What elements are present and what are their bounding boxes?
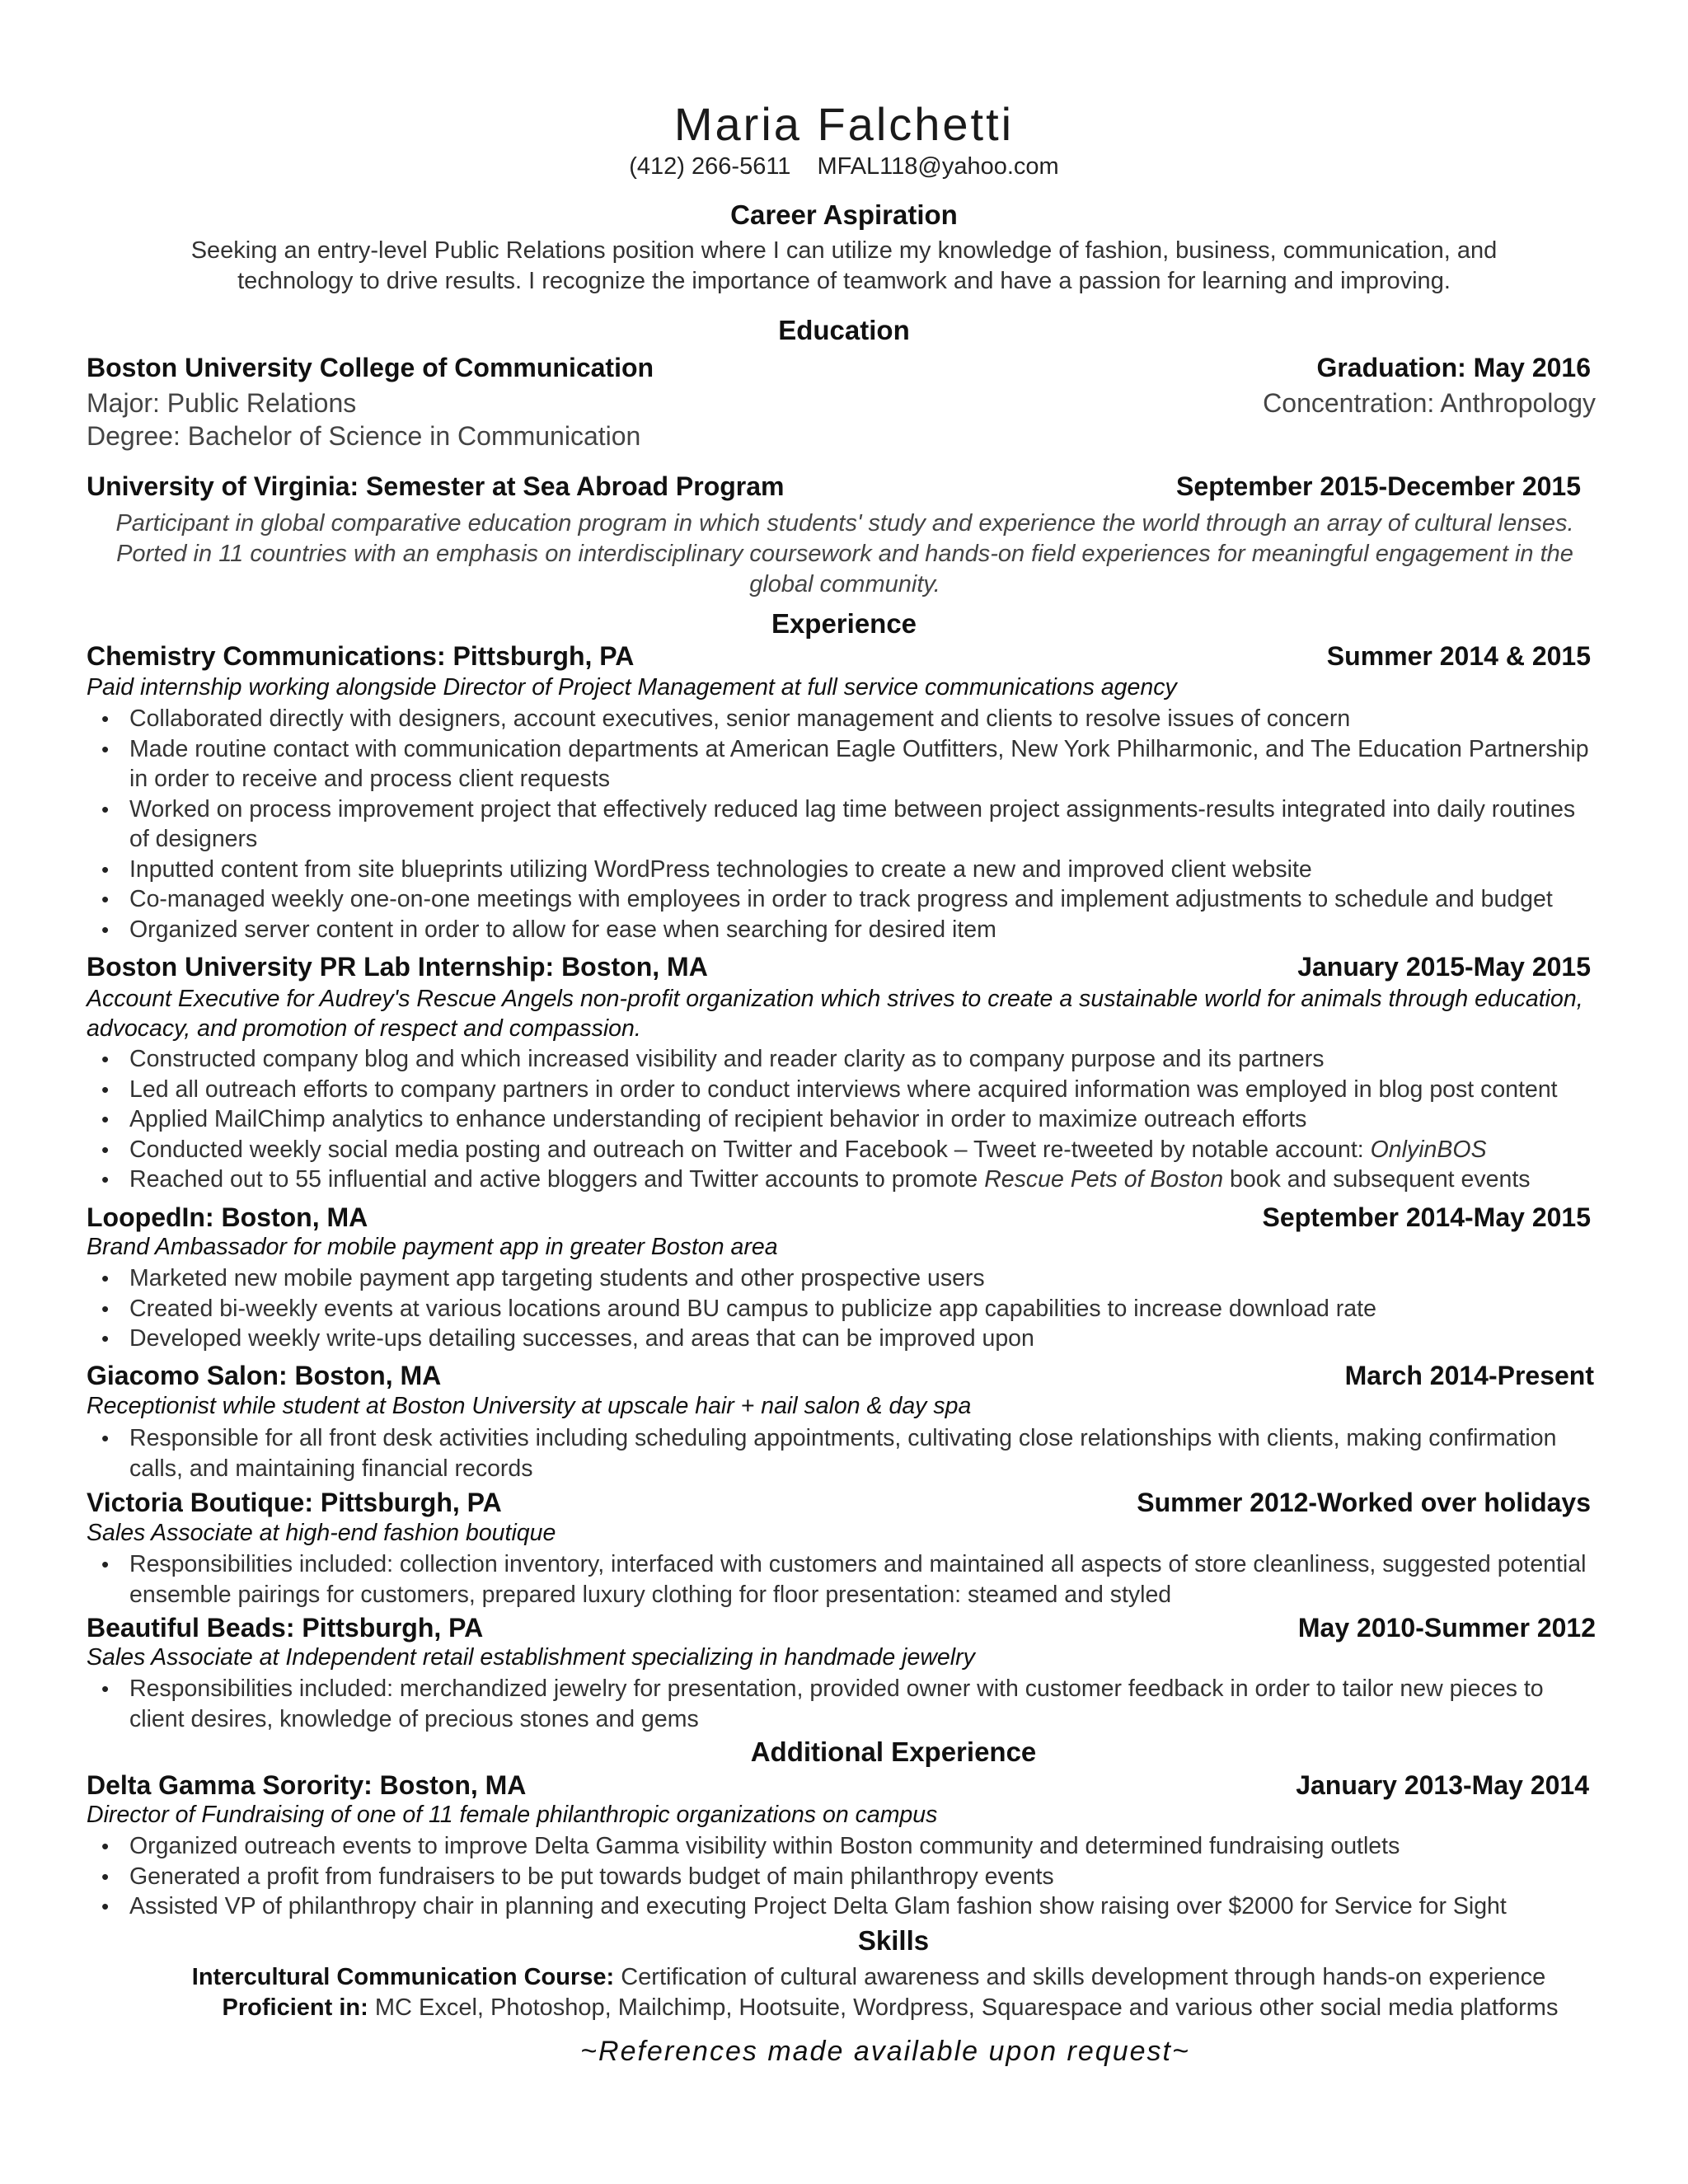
list-item: • Marketed new mobile payment app targeting students and other prospective users: [87, 1263, 1595, 1294]
bu-major: Major: Public Relations: [87, 388, 357, 418]
job-org: LoopedIn: Boston, MA: [87, 1202, 368, 1232]
job-role: Paid internship working alongside Director of Project Management at full service communications agency: [87, 674, 1177, 701]
phone-number: (412) 266-5611: [629, 153, 791, 180]
uva-dates: September 2015-December 2015: [1176, 471, 1581, 501]
contact-line: [0, 153, 1688, 180]
list-item: • Constructed company blog and which increased visibility and reader clarity as to company purpose and its partners: [87, 1044, 1595, 1075]
bullet-text: book and subsequent events: [1223, 1166, 1531, 1193]
additional-role: Director of Fundraising of one of 11 female philanthropic organizations on campus: [87, 1802, 938, 1828]
experience-heading: Experience: [771, 608, 917, 639]
additional-heading: Additional Experience: [750, 1736, 1037, 1767]
skills-course-text: Certification of cultural awareness and skills development through hands-on experience: [614, 1964, 1546, 1990]
education-heading: Education: [778, 315, 910, 345]
list-item: • Responsible for all front desk activities including scheduling appointments, cultivating close relationships with clients, making confirmation calls, and maintaining financial records: [87, 1423, 1595, 1483]
references-note: ~References made available upon request~: [580, 2036, 1190, 2067]
list-item: • Responsibilities included: collection inventory, interfaced with customers and maintained all aspects of store cleanliness, suggested potential ensemble pairings for customers, prepared luxury clothing for floor presentation: steamed and styled: [87, 1549, 1595, 1610]
list-item: • Worked on process improvement project that effectively reduced lag time between project assignments-results integrated into daily routines of designers: [87, 794, 1595, 855]
additional-bullets: [87, 1831, 1595, 1922]
bu-degree: Degree: Bachelor of Science in Communication: [87, 421, 641, 451]
list-item: • Co-managed weekly one-on-one meetings with employees in order to track progress and implement adjustments to schedule and budget: [87, 884, 1595, 915]
list-item: • Developed weekly write-ups detailing successes, and areas that can be improved upon: [87, 1324, 1595, 1354]
job-org: Victoria Boutique: Pittsburgh, PA: [87, 1488, 502, 1517]
job-role: Sales Associate at high-end fashion boutique: [87, 1520, 556, 1546]
list-item: [87, 1135, 1595, 1165]
skills-course-label: Intercultural Communication Course:: [191, 1964, 615, 1990]
job-dates: May 2010-Summer 2012: [1297, 1613, 1596, 1643]
job-role: Account Executive for Audrey's Rescue Angels non-profit organization which strives to create a sustainable world for animals through education, advocacy, and promotion of respect and compassion.: [87, 986, 1583, 1042]
bullet-text: Reached out to 55 influential and active bloggers and Twitter accounts to promote: [129, 1166, 985, 1193]
job-bullets: [87, 1674, 1595, 1734]
resume-name: Maria Falchetti: [673, 98, 1015, 150]
list-item: [87, 1165, 1595, 1195]
job-bullets: [87, 1423, 1595, 1483]
job-role: Sales Associate at Independent retail establishment specializing in handmade jewelry: [87, 1644, 975, 1671]
bullet-italic-text: Rescue Pets of Boston: [984, 1166, 1224, 1193]
list-item: • Created bi-weekly events at various locations around BU campus to publicize app capabilities to increase download rate: [87, 1294, 1595, 1324]
list-item: • Inputted content from site blueprints utilizing WordPress technologies to create a new and improved client website: [87, 855, 1595, 885]
uva-description: Participant in global comparative education program in which students' study and experience the world through an array of cultural lenses. Ported in 11 countries with an emphasis on interdisciplinary coursework and hands-on field experiences for meaningful engagement in the global community.: [115, 510, 1574, 598]
skills-proficient: [46, 1994, 1688, 2022]
job-org: Chemistry Communications: Pittsburgh, PA: [87, 641, 635, 671]
list-item: • Made routine contact with communication departments at American Eagle Outfitters, New York Philharmonic, and The Education Partnership in order to receive and process client requests: [87, 734, 1595, 794]
skills-course: [25, 1964, 1688, 1991]
job-role: Receptionist while student at Boston University at upscale hair + nail salon & day spa: [87, 1393, 972, 1419]
list-item: • Assisted VP of philanthropy chair in planning and executing Project Delta Glam fashion show raising over $2000 for Service for Sight: [87, 1891, 1595, 1922]
additional-dates: January 2013-May 2014: [1296, 1770, 1589, 1800]
bu-school: Boston University College of Communication: [87, 353, 654, 382]
job-bullets: [87, 1263, 1595, 1354]
bu-graduation: Graduation: May 2016: [1316, 353, 1591, 382]
job-bullets: [87, 1549, 1595, 1610]
job-role: Brand Ambassador for mobile payment app in greater Boston area: [87, 1234, 778, 1260]
skills-proficient-text: MC Excel, Photoshop, Mailchimp, Hootsuite, Wordpress, Squarespace and various other social media platforms: [368, 1994, 1559, 2021]
job-bullets: [87, 1044, 1595, 1195]
career-text: Seeking an entry-level Public Relations position where I can utilize my knowledge of fashion, business, communication, and technology to drive results. I recognize the importance of teamwork and have a passion for learning and improving.: [190, 237, 1498, 294]
list-item: • Applied MailChimp analytics to enhance understanding of recipient behavior in order to maximize outreach efforts: [87, 1104, 1595, 1135]
career-heading: Career Aspiration: [730, 199, 958, 230]
job-dates: January 2015-May 2015: [1297, 952, 1591, 982]
email-address: MFAL118@yahoo.com: [817, 153, 1059, 180]
job-dates: March 2014-Present: [1344, 1361, 1594, 1390]
list-item: • Led all outreach efforts to company partners in order to conduct interviews where acquired information was employed in blog post content: [87, 1075, 1595, 1105]
additional-org: Delta Gamma Sorority: Boston, MA: [87, 1770, 527, 1800]
job-dates: Summer 2014 & 2015: [1326, 641, 1591, 671]
list-item: • Generated a profit from fundraisers to be put towards budget of main philanthropy events: [87, 1862, 1595, 1892]
list-item: • Responsibilities included: merchandized jewelry for presentation, provided owner with customer feedback in order to tailor new pieces to client desires, knowledge of precious stones and gems: [87, 1674, 1595, 1734]
job-dates: September 2014-May 2015: [1262, 1202, 1591, 1232]
job-org: Boston University PR Lab Internship: Boston, MA: [87, 952, 708, 982]
list-item: • Organized outreach events to improve Delta Gamma visibility within Boston community and determined fundraising outlets: [87, 1831, 1595, 1862]
bu-concentration: Concentration: Anthropology: [1263, 388, 1596, 418]
bullet-text: Conducted weekly social media posting and outreach on Twitter and Facebook – Tweet re-tweeted by notable account:: [129, 1136, 1371, 1163]
job-org: Giacomo Salon: Boston, MA: [87, 1361, 442, 1390]
bullet-italic-text: OnlyinBOS: [1370, 1136, 1487, 1163]
job-bullets: [87, 704, 1595, 944]
skills-proficient-label: Proficient in:: [222, 1994, 368, 2021]
uva-school: University of Virginia: Semester at Sea Abroad Program: [87, 471, 785, 501]
skills-heading: Skills: [857, 1925, 930, 1956]
job-dates: Summer 2012-Worked over holidays: [1137, 1488, 1591, 1517]
list-item: • Collaborated directly with designers, account executives, senior management and clients to resolve issues of concern: [87, 704, 1595, 734]
list-item: • Organized server content in order to allow for ease when searching for desired item: [87, 915, 1595, 945]
job-org: Beautiful Beads: Pittsburgh, PA: [87, 1613, 484, 1643]
